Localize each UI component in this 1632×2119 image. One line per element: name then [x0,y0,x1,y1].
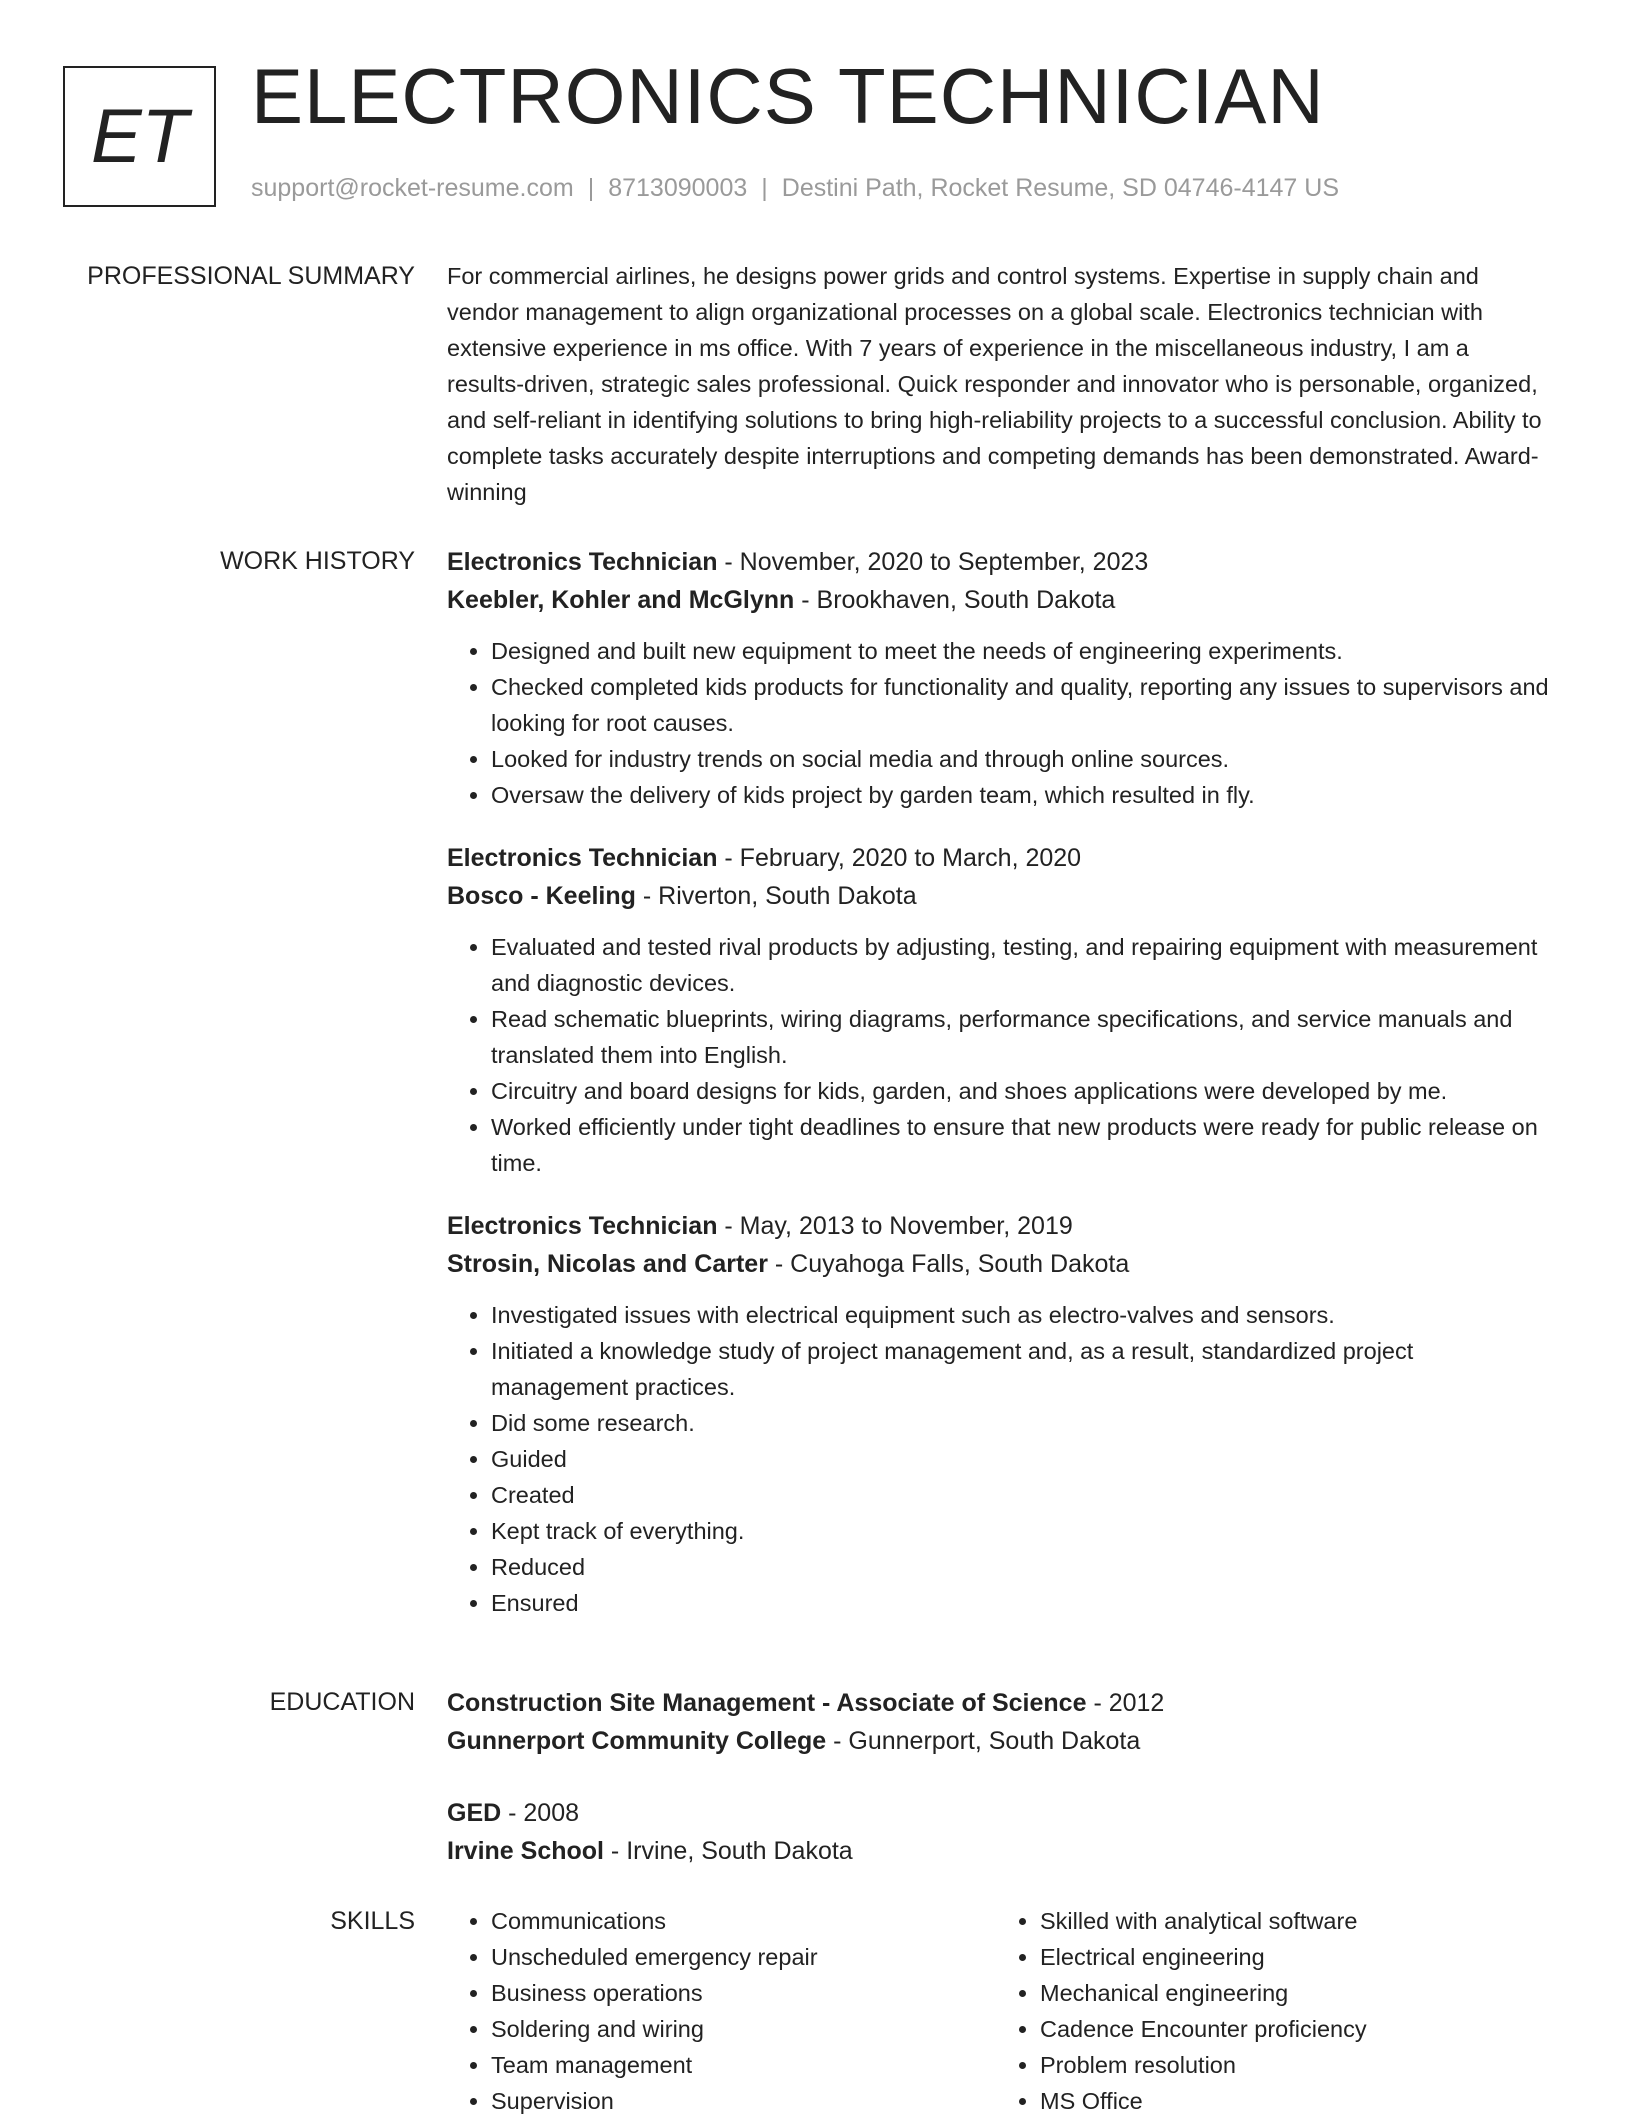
section-label-education: EDUCATION [269,1688,415,1716]
skill-item: • Skilled with analytical software [1040,1903,1545,1939]
education-school-line [447,1832,1549,1870]
job-location: - Cuyahoga Falls, South Dakota [767,1250,1130,1278]
education-location: - Gunnerport, South Dakota [826,1727,1141,1755]
education-school: Irvine School [447,1837,604,1865]
skill-item: • Problem resolution [1040,2047,1545,2083]
job-entry [447,839,1549,1181]
job-bullet: • Guided [491,1441,1549,1477]
job-title-line [447,1207,1549,1245]
job-company-line [447,877,1549,915]
education-entry [447,1794,1549,1870]
job-company: Keebler, Kohler and McGlynn [447,586,795,614]
job-bullets [447,929,1549,1181]
job-bullet: • Created [491,1477,1549,1513]
skill-item: • Supervision [491,2083,996,2119]
job-title: Electronics Technician [447,548,718,576]
skill-item: • Mechanical engineering [1040,1975,1545,2011]
skill-item: • Soldering and wiring [491,2011,996,2047]
job-bullet: • Oversaw the delivery of kids project by garden team, which resulted in fly. [491,777,1549,813]
job-company-line [447,1245,1549,1283]
contact-address: Destini Path, Rocket Resume, SD 04746-4147 US [781,174,1339,202]
job-title: Electronics Technician [447,1212,718,1240]
section-label-skills: SKILLS [330,1907,415,1935]
job-dates: - November, 2020 to September, 2023 [717,548,1149,576]
education-entry [447,1684,1549,1760]
contact-separator: | [587,174,595,202]
job-bullet: • Evaluated and tested rival products by adjusting, testing, and repairing equipment with measurement and diagnostic devices. [491,929,1549,1001]
job-bullet: • Looked for industry trends on social media and through online sources. [491,741,1549,777]
contact-phone: 8713090003 [608,174,748,202]
education-degree-line [447,1794,1549,1832]
contact-separator: | [761,174,768,202]
skill-item: • Unscheduled emergency repair [491,1939,996,1975]
skill-item: • Electrical engineering [1040,1939,1545,1975]
job-bullet: • Designed and built new equipment to meet the needs of engineering experiments. [491,633,1549,669]
job-title-line [447,543,1549,581]
job-bullet: • Worked efficiently under tight deadlines to ensure that new products were ready for public release on time. [491,1109,1549,1181]
job-location: - Brookhaven, South Dakota [794,586,1116,614]
skill-item: • Team management [491,2047,996,2083]
job-title-line [447,839,1549,877]
job-entry [447,543,1549,813]
job-location: - Riverton, South Dakota [635,882,917,910]
job-bullet: • Ensured [491,1585,1549,1621]
education-degree: Construction Site Management - Associate of Science [447,1689,1087,1717]
job-company: Bosco - Keeling [447,882,636,910]
job-bullet: • Initiated a knowledge study of project management and, as a result, standardized project management practices. [491,1333,1549,1405]
job-bullet: • Checked completed kids products for functionality and quality, reporting any issues to supervisors and looking for root causes. [491,669,1549,741]
job-bullet: • Investigated issues with electrical equipment such as electro-valves and sensors. [491,1297,1549,1333]
section-label-work: WORK HISTORY [220,547,415,575]
skills-list-right [996,1903,1545,2119]
education-year: - 2008 [501,1799,580,1827]
skills-body [447,1903,1549,2119]
job-title: Electronics Technician [447,844,718,872]
job-bullet: • Kept track of everything. [491,1513,1549,1549]
job-dates: - February, 2020 to March, 2020 [717,844,1082,872]
contact-line [251,174,1339,203]
education-degree-line [447,1684,1549,1722]
work-history-body [447,543,1549,1647]
job-bullets [447,633,1549,813]
education-school-line [447,1722,1549,1760]
job-bullet: • Reduced [491,1549,1549,1585]
skill-item: • MS Office [1040,2083,1545,2119]
skill-item: • Business operations [491,1975,996,2011]
resume-title: ELECTRONICS TECHNICIAN [251,52,1325,140]
contact-email: support@rocket-resume.com [251,174,574,202]
job-company-line [447,581,1549,619]
job-company: Strosin, Nicolas and Carter [447,1250,768,1278]
job-bullets [447,1297,1549,1621]
skill-item: • Cadence Encounter proficiency [1040,2011,1545,2047]
skills-list-left [447,1903,996,2119]
skill-item: • Communications [491,1903,996,1939]
section-label-summary: PROFESSIONAL SUMMARY [87,262,415,290]
job-dates: - May, 2013 to November, 2019 [717,1212,1073,1240]
education-location: - Irvine, South Dakota [603,1837,853,1865]
education-body [447,1684,1549,1904]
education-school: Gunnerport Community College [447,1727,827,1755]
monogram-initials: ET [90,94,189,179]
job-bullet: • Circuitry and board designs for kids, garden, and shoes applications were developed by me. [491,1073,1549,1109]
job-bullet: • Did some research. [491,1405,1549,1441]
monogram-box [63,66,216,207]
job-entry [447,1207,1549,1621]
education-degree: GED [447,1799,502,1827]
education-year: - 2012 [1086,1689,1165,1717]
skills-columns [447,1903,1549,2119]
summary-text: For commercial airlines, he designs power grids and control systems. Expertise in supply chain and vendor management to align organizational processes on a global scale. Electronics technician with extensive experience in ms office. With 7 years of experience in the miscellaneous industry, I am a results-driven, strategic sales professional. Quick responder and innovator who is personable, organized, and self-reliant in identifying solutions to bring high-reliability projects to a successful conclusion. Ability to complete tasks accurately despite interruptions and competing demands has been demonstrated. Award-winning [447,263,1542,505]
job-bullet: • Read schematic blueprints, wiring diagrams, performance specifications, and service manuals and translated them into English. [491,1001,1549,1073]
